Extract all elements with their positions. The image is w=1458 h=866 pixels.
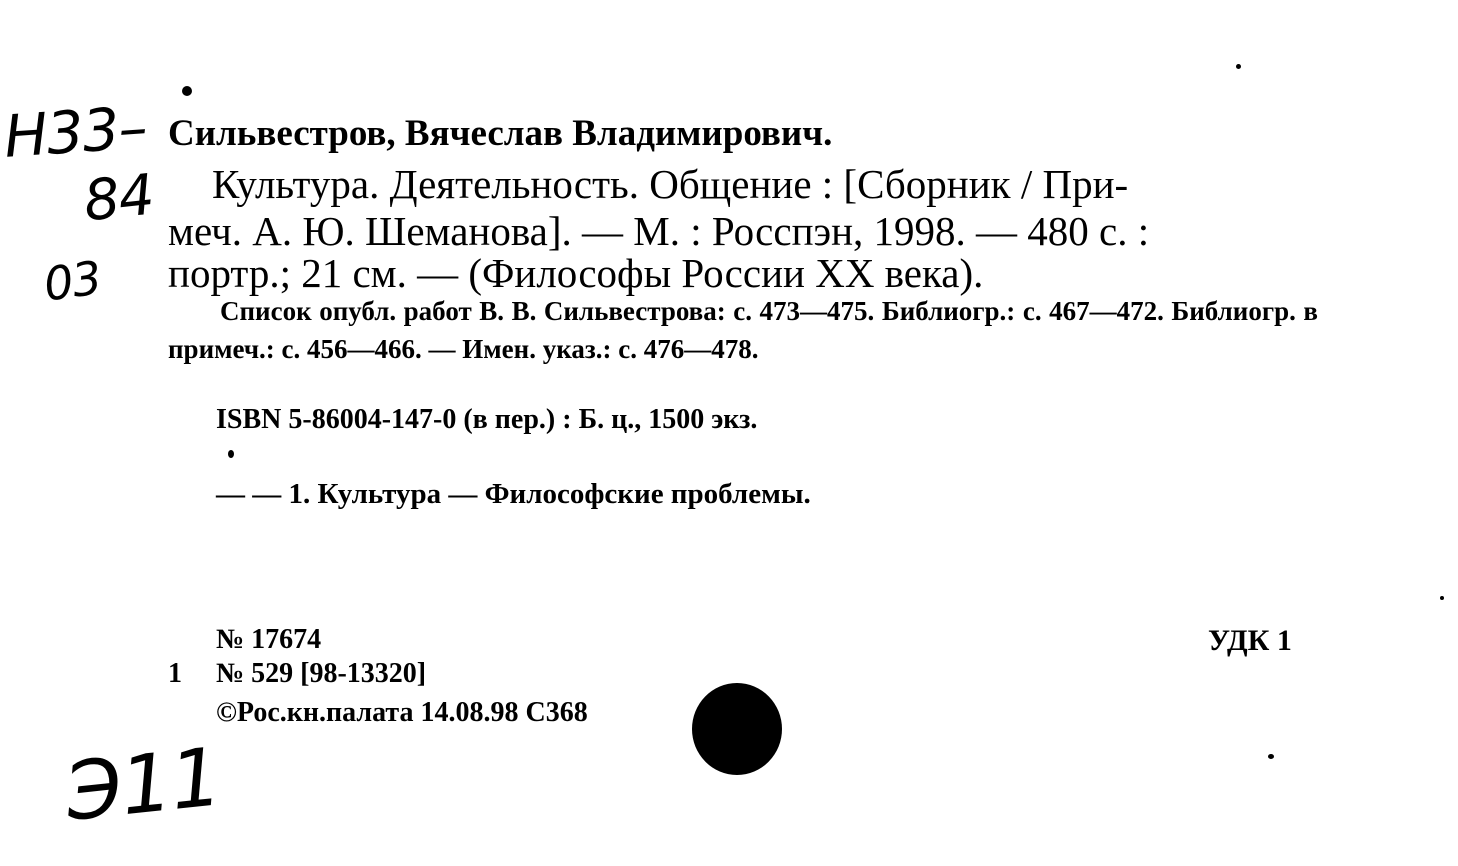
scan-speck [1268,754,1274,759]
scan-speck [1236,64,1241,69]
handwritten-shelf-mark: Н33– [1,93,149,171]
subject-heading: — — 1. Культура — Философские проблемы. [216,478,811,510]
handwritten-shelf-mark-line-3: 03 [40,250,105,312]
scan-speck [182,86,192,96]
handwritten-inventory-mark: Э11 [61,730,226,839]
title-line: Культура. Деятельность. Общение : [Сборник / При- [212,161,1129,207]
handwritten-shelf-mark-line-2: 84 [80,162,157,235]
bibliography-notes: Список опубл. работ В. В. Сильвестрова: с. 473—475. Библиогр.: с. 467—472. Библиогр. в примеч.: с. 456—466. — Имен. указ.: с. 476—478. [168,296,1318,364]
scan-speck [1440,596,1444,600]
registration-prefix: 1 [168,658,182,689]
title-line: меч. А. Ю. Шеманова]. — М. : Росспэн, 1998. — 480 с. : [168,208,1150,254]
registration-number-secondary: № 529 [98-13320] [216,658,427,689]
title-line: портр.; 21 см. — (Философы России XX века). [168,250,984,296]
isbn-line: ISBN 5-86004-147-0 (в пер.) : Б. ц., 1500 экз. [216,404,758,435]
udk-classification: УДК 1 [1208,624,1292,657]
scan-speck [228,450,234,458]
author-heading: Сильвестров, Вячеслав Владимирович. [168,113,833,154]
punch-hole [692,683,782,775]
book-chamber-imprint: ©Рос.кн.палата 14.08.98 С368 [216,697,588,728]
registration-number: № 17674 [216,624,322,655]
